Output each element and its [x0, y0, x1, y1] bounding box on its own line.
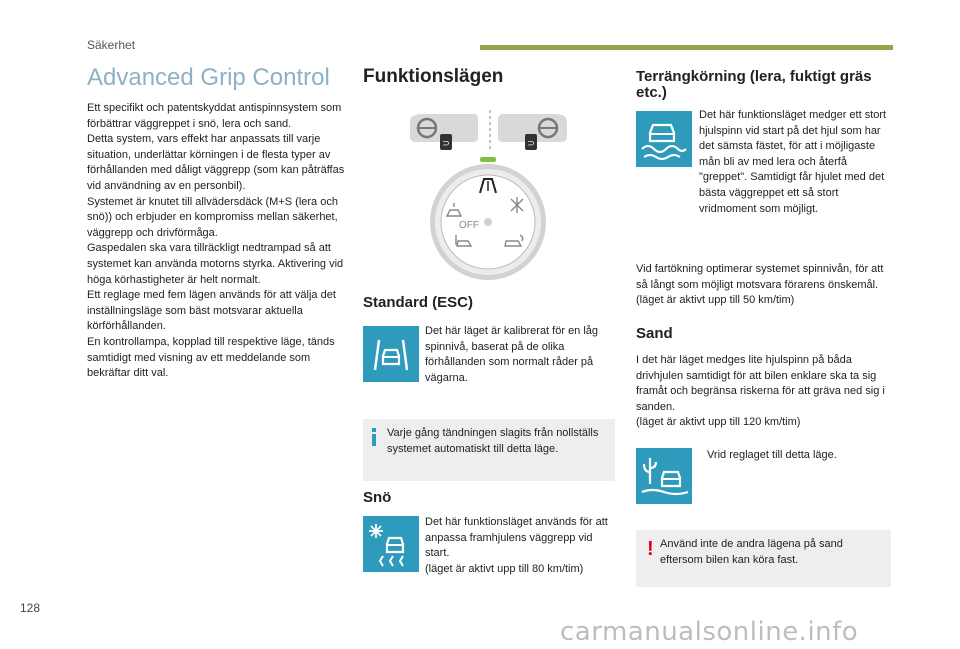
header-rule — [480, 45, 893, 50]
intro-text — [87, 101, 347, 382]
intro-paragraph: Ett reglage med fem lägen används för att välja det inställningsläge som bäst motsvarar aktuella körförhållanden. — [87, 289, 336, 333]
mode-selector-dial — [428, 155, 548, 285]
intro-paragraph: Systemet är knutet till allvädersdäck (M+S (lera och snö)) och erbjuder en kompromiss mellan säkerhet, väggrepp och drivförmåga. — [87, 195, 338, 239]
section-tag: Säkerhet — [87, 38, 136, 52]
info-note — [363, 419, 615, 481]
warning-icon: ! — [647, 538, 654, 560]
standard-description: Det här läget är kalibrerat för en låg spinnivå, baserat på de olika förhållanden som normalt råder på vägarna. — [425, 325, 599, 384]
sand-text: I det här läget medges lite hjulspinn på båda drivhjulen samtidigt för att bilen enklare ska ta sig framåt och begränsa riskerna för att gräva ned sig i sanden. — [636, 354, 885, 413]
svg-text:⊃: ⊃ — [527, 138, 535, 148]
terrain-speed-note: (läget är aktivt upp till 50 km/tim) — [636, 294, 795, 307]
terrain-title: Terrängkörning (lera, fuktigt gräs etc.) — [636, 68, 872, 101]
terrain-text-2: Vid fartökning optimerar systemet spinnivån, för att så långt som möjligt motsvara förarens önskemål. — [636, 263, 884, 291]
dashboard-indicators — [400, 104, 575, 154]
page-number: 128 — [20, 601, 41, 615]
warning-text: Använd inte de andra lägena på sand eftersom bilen kan köra fast. — [660, 538, 843, 566]
info-icon — [371, 428, 377, 446]
dial-off-label: OFF — [459, 220, 479, 231]
standard-title: Standard (ESC) — [363, 294, 474, 311]
intro-paragraph: Detta system, vars effekt har anpassats till varje situation, underlättar körningen i de flesta typer av förhållanden med dåligt väggrepp (som kan påträffas vid användning av en personbil). — [87, 133, 345, 192]
cactus-car-icon — [636, 448, 692, 504]
snow-description — [425, 515, 615, 577]
terrain-details — [636, 262, 894, 309]
snow-speed-note: (läget är aktivt upp till 80 km/tim) — [425, 562, 584, 575]
info-note-text: Varje gång tändningen slagits från nollställs systemet automatiskt till detta läge. — [387, 427, 599, 455]
warning-note — [636, 530, 891, 587]
svg-text:⊃: ⊃ — [442, 138, 450, 148]
snow-text: Det här funktionsläget används för att anpassa framhjulens väggrepp vid start. — [425, 516, 608, 560]
sand-step — [699, 448, 894, 464]
sand-speed-note: (läget är aktivt upp till 120 km/tim) — [636, 416, 801, 429]
mud-car-icon — [636, 111, 692, 167]
car-road-icon — [363, 326, 419, 382]
sand-description — [636, 353, 894, 431]
page-title: Advanced Grip Control — [87, 64, 330, 91]
watermark: carmanualsonline.info — [560, 617, 859, 647]
intro-paragraph: En kontrollampa, kopplad till respektive läge, tänds samtidigt med visning av ett meddelande som bekräftar ditt val. — [87, 335, 335, 380]
modes-title: Funktionslägen — [363, 66, 504, 87]
snowflake-car-icon — [363, 516, 419, 572]
terrain-description: Det här funktionsläget medger ett stort hjulspinn vid start på det hjul som har det sämsta fästet, för att i möjligaste mån bli av med lera och återfå "greppet". Samtidigt får hjulet med det bästa väggreppet ett så stort vridmoment som möjligt. — [699, 109, 887, 215]
intro-paragraph: Gaspedalen ska vara tillräckligt nedtrampad så att systemet kan använda motorns styrka. Aktivering vid höga körhastigheter är helt normalt. — [87, 242, 344, 286]
sand-step-text: Vrid reglaget till detta läge. — [707, 449, 837, 461]
snow-title: Snö — [363, 489, 392, 506]
intro-paragraph: Ett specifikt och patentskyddat antispinnsystem som förbättrar väggreppet i snö, lera och sand. — [87, 102, 342, 130]
sand-title: Sand — [636, 325, 673, 342]
